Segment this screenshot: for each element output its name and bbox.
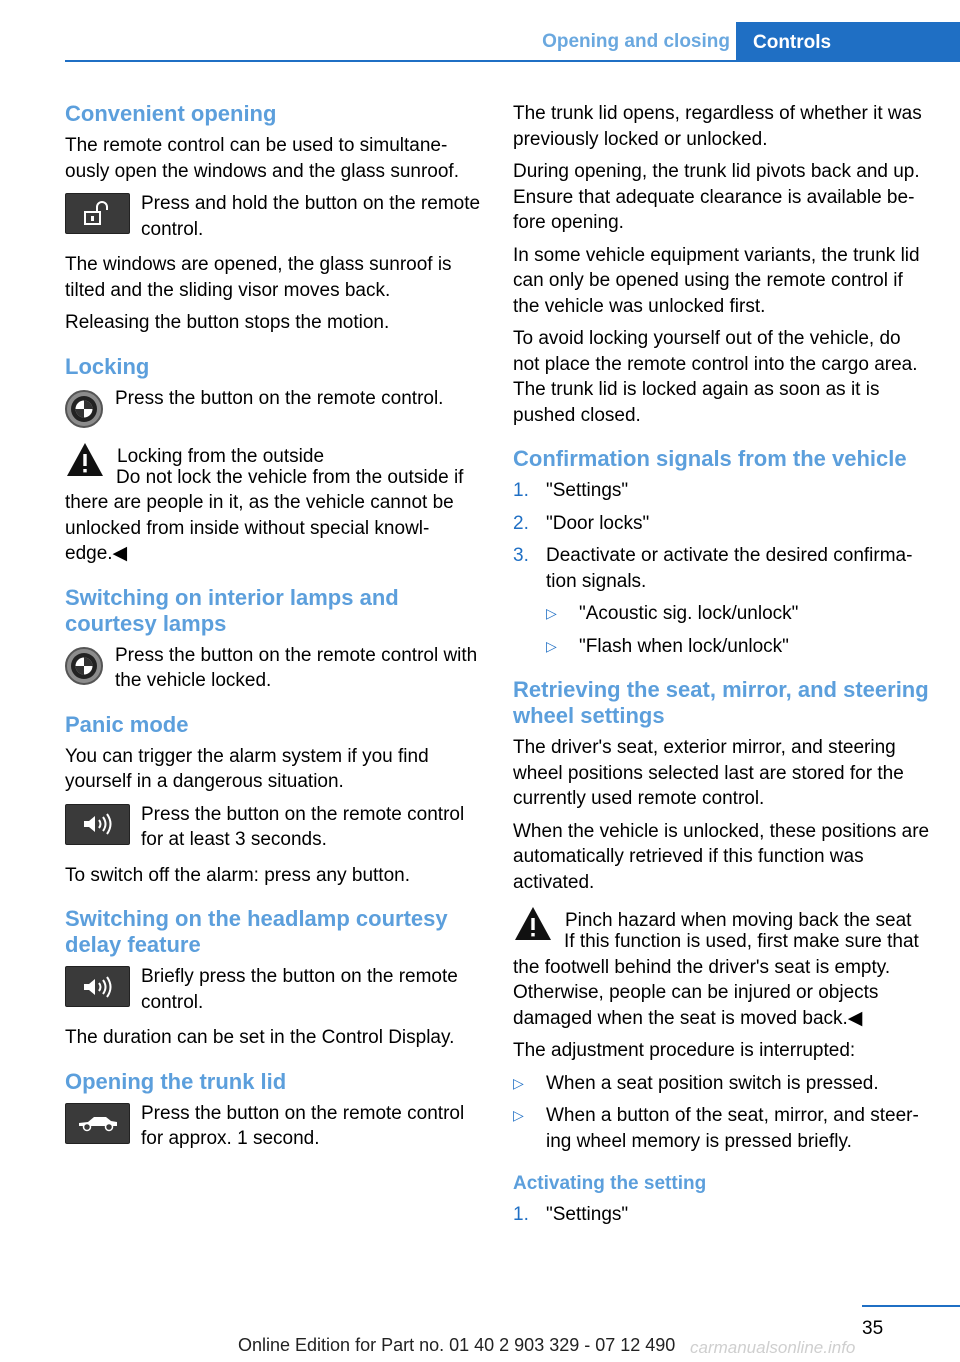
list-item: ▷ "Flash when lock/unlock": [546, 634, 931, 660]
header-section-title: Opening and closing: [542, 31, 730, 52]
convenient-instruction: Press and hold the button on the remote control.: [141, 193, 481, 240]
warning-icon: [65, 440, 105, 480]
headlamp-instruction-row: [65, 964, 483, 1015]
header-chapter-tab: Controls: [736, 22, 960, 62]
heading-convenient-opening: Convenient opening: [65, 101, 277, 126]
trunk-instruction-row: [65, 1101, 483, 1152]
retrieving-warning-title: Pinch hazard when moving back the seat: [565, 910, 912, 931]
heading-retrieving-settings: Retrieving the seat, mirror, and steering wheel settings: [513, 677, 929, 728]
heading-trunk-lid: Opening the trunk lid: [65, 1068, 287, 1094]
panic-instruction-row: [65, 802, 483, 853]
panic-off: To switch off the alarm: press any button.: [65, 864, 410, 886]
convenient-note: Releasing the button stops the motion.: [65, 312, 390, 333]
bmw-logo-button-icon: [65, 390, 103, 428]
trunk-paragraph-1: The trunk lid opens, regardless of whether it was previously locked or unlocked.: [513, 103, 922, 150]
right-column: [513, 101, 931, 1235]
convenient-instruction-row: [65, 191, 483, 242]
triangle-bullet-icon: ▷: [513, 1074, 524, 1091]
list-item: 2. "Door locks": [513, 512, 650, 534]
interior-lamps-instruction-row: [65, 643, 483, 694]
trunk-instruction: Press the button on the remote control for approx. 1 second.: [141, 1102, 465, 1149]
heading-headlamp-delay: Switching on the headlamp courtesy delay feature: [65, 906, 448, 957]
list-item: 1. "Settings": [513, 480, 629, 501]
locking-instruction: Press the button on the remote control.: [115, 387, 444, 409]
headlamp-duration: The duration can be set in the Control Display.: [65, 1027, 455, 1048]
footer-rule: [862, 1305, 960, 1307]
convenient-result: The windows are opened, the glass sunroof is tilted and the sliding visor moves back.: [65, 254, 452, 301]
locking-instruction-row: [65, 386, 483, 428]
convenient-intro: The remote control can be used to simultaneously open the windows and the glass sunroof.: [65, 135, 459, 182]
triangle-bullet-icon: ▷: [513, 1107, 524, 1123]
heading-activating-setting: Activating the setting: [513, 1173, 707, 1194]
retrieving-paragraph-1: The driver's seat, exterior mirror, and steering wheel positions selected last are stored for the currently used remote control.: [513, 737, 904, 809]
interrupt-list: [513, 1071, 931, 1155]
unlock-button-icon: [65, 193, 130, 234]
list-item: ▷ "Acoustic sig. lock/unlock": [546, 601, 931, 627]
footer-edition: Online Edition for Part no. 01 40 2 903 329 - 07 12 490: [238, 1335, 676, 1355]
list-item: 1. "Settings": [513, 1204, 629, 1225]
panic-instruction: Press the button on the remote control for at least 3 seconds.: [141, 803, 465, 850]
triangle-bullet-icon: ▷: [546, 605, 557, 621]
locking-warning-title: Locking from the outside: [117, 445, 325, 467]
headlamp-instruction: Briefly press the button on the remote control.: [141, 966, 458, 1013]
locking-warning-text: Do not lock the vehicle from the outside if there are people in it, as the vehicle cannot be unlocked from inside without special knowledge.◀: [65, 466, 464, 564]
trunk-paragraph-4: To avoid locking yourself out of the vehicle, do not place the remote control into the cargo area. The trunk lid is locked again as soon as it is pushed closed.: [513, 328, 918, 426]
bmw-logo-button-icon: [65, 647, 103, 685]
heading-confirmation-signals: Confirmation signals from the vehicle: [513, 446, 907, 471]
panic-intro: You can trigger the alarm system if you find yourself in a dangerous situation.: [65, 745, 429, 792]
left-column: [65, 101, 483, 1162]
confirmation-options: [513, 601, 931, 659]
retrieving-warning-text: If this function is used, first make sure that the footwell behind the driver's seat is empty. Otherwise, people can be injured or objects damaged when the seat is moved back.◀: [513, 931, 919, 1029]
interrupt-intro: The adjustment procedure is interrupted:: [513, 1040, 856, 1061]
heading-interior-lamps: Switching on interior lamps and courtesy lamps: [65, 584, 399, 636]
panic-button-icon: [65, 804, 130, 845]
page-number: 35: [862, 1318, 884, 1339]
activating-steps: [513, 1202, 931, 1228]
heading-locking: Locking: [65, 353, 150, 379]
retrieving-paragraph-2: When the vehicle is unlocked, these positions are automatically retrieved if this function was activated.: [513, 820, 930, 893]
trunk-paragraph-2: During opening, the trunk lid pivots back and up. Ensure that adequate clearance is available before opening.: [513, 161, 920, 233]
list-item: ▷ When a seat position switch is pressed.: [513, 1071, 931, 1097]
triangle-bullet-icon: ▷: [546, 637, 557, 654]
header-rule: [65, 60, 960, 62]
interior-lamps-instruction: Press the button on the remote control with the vehicle locked.: [115, 644, 478, 691]
watermark: carmanualsonline.info: [690, 1338, 856, 1357]
list-item: ▷ When a button of the seat, mirror, and steering wheel memory is pressed briefly.: [513, 1103, 931, 1154]
headlamp-button-icon: [65, 966, 130, 1007]
warning-icon: [513, 904, 553, 944]
list-item: 3. Deactivate or activate the desired confirmation signals.: [513, 545, 913, 592]
heading-panic-mode: Panic mode: [65, 711, 189, 737]
trunk-button-icon: [65, 1103, 130, 1144]
confirmation-steps: [513, 478, 931, 594]
trunk-paragraph-3: In some vehicle equipment variants, the trunk lid can only be opened using the remote control if the vehicle was unlocked first.: [513, 244, 920, 317]
